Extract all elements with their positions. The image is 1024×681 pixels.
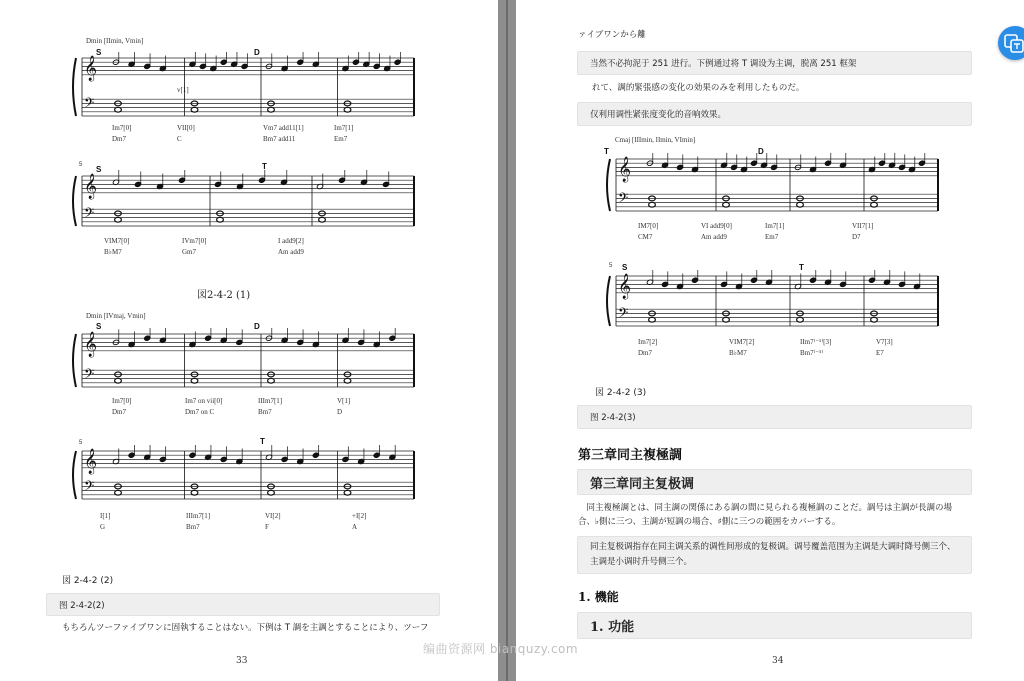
chord-label: Im7[1] [334,124,354,132]
chord-name: F [265,523,269,531]
brace [73,58,76,116]
function-mark: S [622,263,628,272]
bass-clef: 𝄢 [618,305,629,325]
treble-clef: 𝄞 [84,331,98,357]
chord-name: Em7 [765,233,779,241]
chord-label: Im7[0] [112,124,132,132]
function-mark: T [799,263,804,272]
chord-label: IIm7⁽⁻⁵⁾[3] [800,338,832,346]
treble-clef: 𝄞 [84,173,98,199]
score-system [604,153,944,217]
function-mark: D [254,48,260,57]
bass-note [191,378,198,383]
chord-name: CM7 [638,233,653,241]
bass-note [344,378,351,383]
chord-name: Em7 [334,135,348,143]
score-system [70,328,420,393]
treble-clef: 𝄞 [618,156,632,182]
chord-label: I[1] [100,512,111,520]
chapter-heading-translation: 第三章同主复极调 [577,469,972,495]
chord-label: Im7[1] [765,222,785,230]
bass-note [723,317,730,322]
chord-label: VIM7[2] [729,338,755,346]
page-number: 34 [772,656,784,666]
translation-box [577,536,972,574]
bass-note [115,378,122,383]
translation-box: 当然不必拘泥于 251 进行。下例通过将 T 调设为主调，脱离 251 框架 [577,51,972,75]
translation-line: 主调是小调时升号侧三个。 [590,557,693,567]
chord-name: C [177,135,182,143]
key-label: Dmin [IVmaj, Vmin] [86,312,146,320]
translate-button[interactable] [998,26,1024,60]
brace [73,451,76,499]
chord-name: D7 [852,233,861,241]
chord-name: E7 [876,349,884,357]
bass-clef: 𝄢 [618,190,629,210]
chord-label: Im7[0] [112,397,132,405]
score-system [70,445,420,505]
left-page [0,0,498,681]
chord-name: Dm7 [638,349,652,357]
function-mark: D [758,147,764,156]
function-mark: T [604,147,609,156]
chord-name: B♭M7 [104,248,122,256]
chord-label: Vm7 add11[1] [263,124,304,132]
figure-caption: 図 2-4-2 (2) [62,576,114,586]
function-mark: S [96,322,102,331]
chord-label: I add9[2] [278,237,304,245]
body-text: 合、♭側に三つ、主調が短調の場合、♯側に三つの範囲をカバーする。 [578,517,841,527]
chord-label: IIIm7[1] [258,397,283,405]
bass-note [649,317,656,322]
translation-box: 图 2-4-2(3) [577,405,972,429]
chord-name: Dm7 on C [185,408,215,416]
translation-box: 仅利用调性紧张度变化的音响效果。 [577,102,972,126]
chord-label: V7[3] [876,338,893,346]
section-heading: 1. 機能 [578,590,619,604]
score-system [604,270,944,332]
chord-name: Gm7 [182,248,196,256]
function-mark: T [262,162,267,171]
chord-label: VI add9[0] [701,222,732,230]
chord-label: +I[2] [352,512,367,520]
chord-label: IM7[0] [638,222,659,230]
bass-note [871,317,878,322]
chord-name: G [100,523,106,531]
treble-clef: 𝄞 [84,448,98,474]
chord-label: VII[0] [177,124,195,132]
bass-note [115,107,122,112]
chord-name: Dm7 [112,135,126,143]
function-mark: D [254,322,260,331]
chord-name: Dm7 [112,408,126,416]
running-text: ァイブワンから離 [578,30,646,40]
chord-label: VIM7[0] [104,237,130,245]
body-text: もちろんツーファイブワンに固執することはない。下例は T 調を主調とすることにより、ツーフ [62,623,429,633]
section-heading-translation: 1. 功能 [577,612,972,639]
bass-note [268,107,275,112]
chord-name: A [352,523,358,531]
page-number: 33 [236,656,248,666]
bass-note [344,490,351,495]
chord-label: VII7[1] [852,222,874,230]
translation-line: 同主复极调指存在同主调关系的调性间形成的复极调。调号覆盖范围为主调是大调时降号侧三个、 [590,542,956,552]
bass-note [344,107,351,112]
body-text: れて、調的緊張感の変化の効果のみを利用したものだ。 [592,83,805,93]
bass-note [217,217,224,222]
bass-note [797,202,804,207]
chord-label: IVm7[0] [182,237,207,245]
score-system [70,170,420,232]
translate-icon [998,26,1024,60]
chord-name: Am add9 [701,233,727,241]
bass-clef: 𝄢 [84,366,95,386]
measure-number: 5 [79,440,83,446]
brace [607,276,610,326]
voice-mark: v[1] [177,86,189,94]
measure-number: 5 [79,162,83,168]
bass-note [268,490,275,495]
bass-note [649,202,656,207]
bass-note [797,317,804,322]
bass-note [115,490,122,495]
chapter-heading: 第三章同主複極調 [578,448,683,463]
watermark: 编曲资源网 bianquzy.com [423,642,579,656]
chord-label: Im7 on vii[0] [185,397,223,405]
right-page [516,0,1024,681]
bass-note [871,202,878,207]
chord-label: IIIm7[1] [186,512,211,520]
chord-label: VI[2] [265,512,281,520]
key-label: Cmaj [IIImin, IImin, VImin] [615,136,696,144]
score-system [70,52,420,122]
page-gutter [498,0,516,681]
chord-name: Am add9 [278,248,304,256]
body-text: 同主複極調とは、同主調の関係にある調の間に見られる複極調のことだ。調号は主調が長調の場 [578,503,953,513]
function-mark: S [96,48,102,57]
chord-name: Bm7 add11 [263,135,296,143]
bass-clef: 𝄢 [84,205,95,225]
brace [73,176,76,226]
chord-label: Im7[2] [638,338,658,346]
figure-title: 図2-4-2 (1) [197,290,251,301]
bass-clef: 𝄢 [84,95,95,115]
chord-label: V[1] [337,397,351,405]
key-label: Dmin [IImin, Vmin] [86,37,144,45]
measure-number: 5 [609,263,613,269]
bass-note [268,378,275,383]
function-mark: S [96,165,102,174]
brace [607,159,610,211]
bass-clef: 𝄢 [84,478,95,498]
bass-note [191,490,198,495]
chord-name: Bm7 [258,408,272,416]
brace [73,334,76,387]
figure-caption: 図 2-4-2 (3) [595,388,647,398]
function-mark: T [260,437,265,446]
chord-name: D [337,408,343,416]
bass-note [723,202,730,207]
chord-name: Bm7 [186,523,200,531]
bass-note [319,217,326,222]
translation-box: 图 2-4-2(2) [46,593,440,616]
bass-note [191,107,198,112]
chord-name: B♭M7 [729,349,747,357]
chord-name: Bm7⁽⁻⁵⁾ [800,349,824,357]
treble-clef: 𝄞 [618,273,632,299]
bass-note [115,217,122,222]
treble-clef: 𝄞 [84,55,98,81]
